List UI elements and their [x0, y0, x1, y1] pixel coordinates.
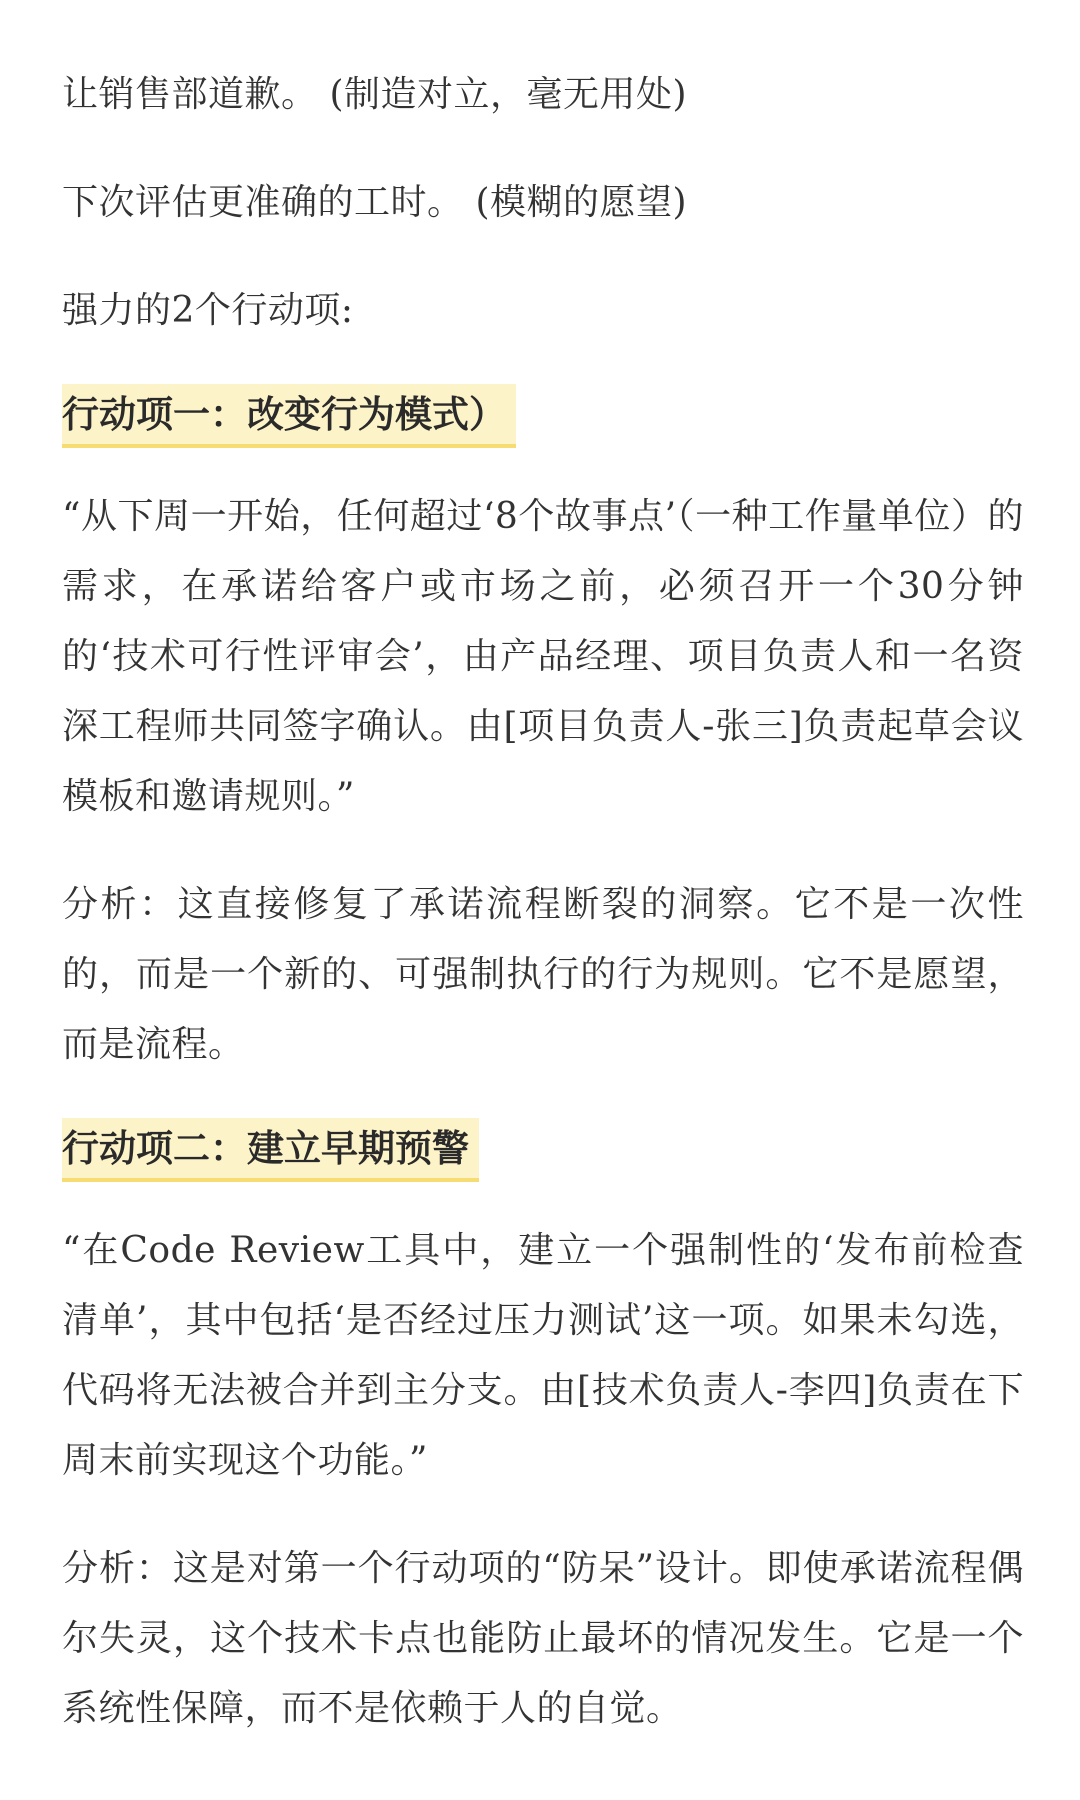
action-item-1-analysis: 分析：这直接修复了承诺流程断裂的洞察。它不是一次性的，而是一个新的、可强制执行的行为规则。它不是愿望，而是流程。 — [62, 884, 1024, 1065]
action-item-2-quote: “在Code Review工具中，建立一个强制性的‘发布前检查清单’，其中包括‘是否经过压力测试’这一项。如果未勾选，代码将无法被合并到主分支。由[技术负责人-李四]负责在下周末前实现这个功能。” — [62, 1230, 1024, 1481]
bad-item-2: 下次评估更准确的工时。 (模糊的愿望) — [62, 182, 688, 223]
action-item-1-heading-wrap — [62, 384, 1024, 448]
action-item-1-quote: “从下周一开始，任何超过‘8个故事点’（一种工作量单位）的需求，在承诺给客户或市场之前，必须召开一个30分钟的‘技术可行性评审会’，由产品经理、项目负责人和一名资深工程师共同签字确认。由[项目负责人-张三]负责起草会议模板和邀请规则。” — [62, 496, 1024, 817]
action-item-1-heading: 行动项一：改变行为模式） — [62, 384, 516, 448]
strong-items-intro: 强力的2个行动项: — [62, 290, 354, 331]
action-item-2-analysis: 分析：这是对第一个行动项的“防呆”设计。即使承诺流程偶尔失灵，这个技术卡点也能防止最坏的情况发生。它是一个系统性保障，而不是依赖于人的自觉。 — [62, 1548, 1024, 1729]
action-item-2-heading-wrap — [62, 1118, 1024, 1182]
bad-item-1: 让销售部道歉。 (制造对立，毫无用处) — [62, 74, 688, 115]
article-body — [62, 60, 1024, 1782]
action-item-2-heading: 行动项二：建立早期预警 — [62, 1118, 479, 1182]
